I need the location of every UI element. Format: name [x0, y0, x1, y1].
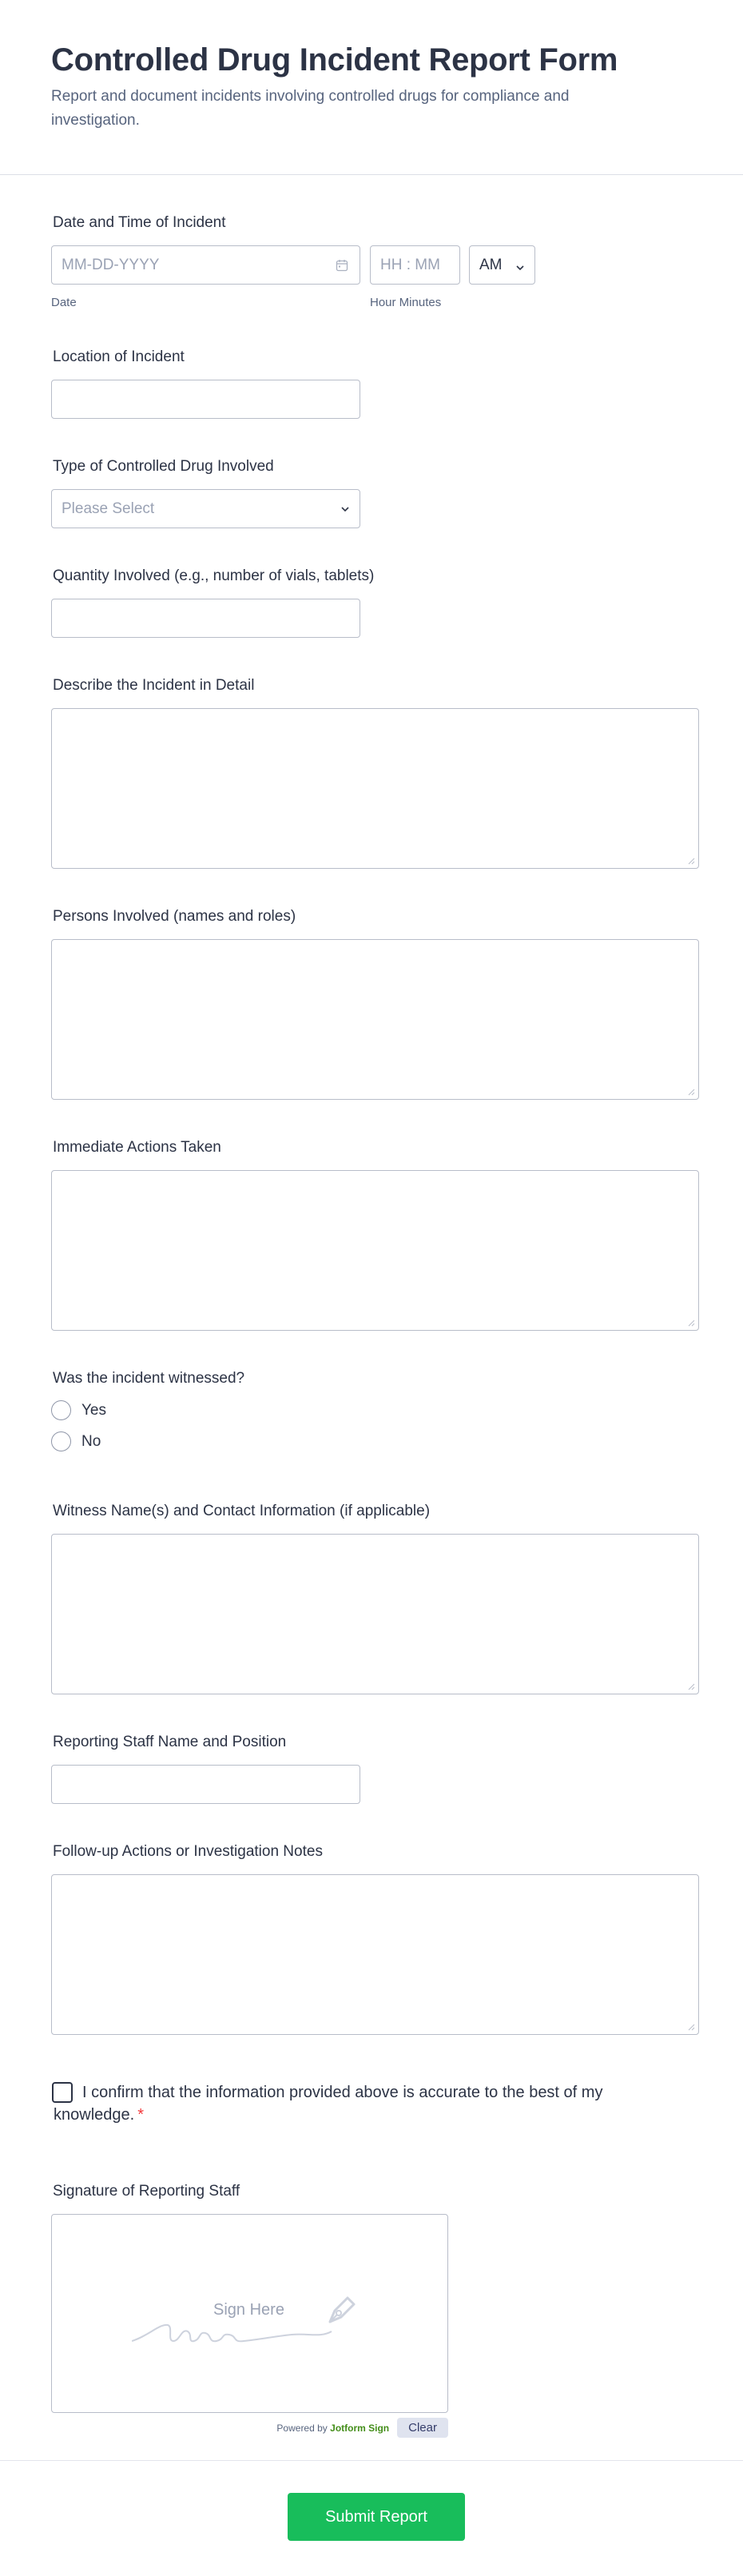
resize-grip-icon[interactable]: [688, 1320, 695, 1327]
radio-yes-label[interactable]: Yes: [81, 1401, 106, 1419]
signature-footer: [51, 2418, 448, 2438]
page-title: Controlled Drug Incident Report Form: [51, 42, 618, 78]
ampm-select[interactable]: [469, 245, 535, 285]
confirm-label[interactable]: [54, 2081, 626, 2126]
powered-by-text: Powered by: [276, 2422, 328, 2434]
persons-label: Persons Involved (names and roles): [53, 908, 296, 925]
quantity-input[interactable]: [51, 599, 360, 638]
resize-grip-icon[interactable]: [688, 1683, 695, 1690]
witness-info-label: Witness Name(s) and Contact Information (if applicable): [53, 1503, 431, 1519]
witnessed-label: Was the incident witnessed?: [53, 1370, 245, 1387]
submit-button[interactable]: Submit Report: [288, 2493, 465, 2541]
field-description: [51, 676, 692, 869]
clear-signature-button[interactable]: Clear: [397, 2418, 448, 2438]
field-persons: [51, 907, 692, 1100]
followup-textarea[interactable]: [51, 1874, 699, 2035]
field-actions: [51, 1138, 692, 1331]
resize-grip-icon[interactable]: [688, 2024, 695, 2031]
followup-label: Follow-up Actions or Investigation Notes: [53, 1843, 323, 1860]
date-input[interactable]: [51, 245, 360, 285]
resize-grip-icon[interactable]: [688, 1089, 695, 1096]
time-input[interactable]: [370, 245, 460, 285]
form-body: [0, 213, 743, 2438]
time-placeholder: HH : MM: [380, 256, 440, 273]
time-sublabel: Hour Minutes: [370, 296, 442, 309]
radio-no-label[interactable]: No: [81, 1432, 101, 1450]
chevron-down-icon: [340, 504, 350, 518]
quantity-label: Quantity Involved (e.g., number of vials, tablets): [53, 567, 375, 584]
persons-textarea[interactable]: [51, 939, 699, 1100]
field-drug-type: [51, 457, 692, 528]
signature-label: Signature of Reporting Staff: [53, 2183, 240, 2200]
field-witnessed: [51, 1369, 692, 1457]
form-header: [0, 0, 743, 175]
field-signature: [51, 2182, 692, 2438]
confirm-text: I confirm that the information provided above is accurate to the best of my knowledge.: [54, 2084, 603, 2124]
field-quantity: [51, 567, 692, 638]
description-textarea[interactable]: [51, 708, 699, 869]
field-followup: [51, 1842, 692, 2035]
date-placeholder: MM-DD-YYYY: [62, 256, 160, 273]
calendar-icon[interactable]: [336, 259, 348, 276]
signature-placeholder: Sign Here: [213, 2301, 284, 2319]
field-incident-datetime: [51, 213, 692, 309]
field-witness-info: [51, 1502, 692, 1694]
confirm-field: [51, 2081, 626, 2126]
pen-icon: [324, 2293, 359, 2328]
incident-datetime-label: Date and Time of Incident: [53, 214, 226, 231]
staff-label: Reporting Staff Name and Position: [53, 1734, 287, 1750]
jotform-sign-brand: Jotform Sign: [330, 2422, 390, 2434]
form-footer: [0, 2460, 743, 2576]
date-sublabel: Date: [51, 296, 77, 309]
description-label: Describe the Incident in Detail: [53, 677, 255, 694]
ampm-value: AM: [479, 256, 503, 273]
staff-input[interactable]: [51, 1765, 360, 1804]
location-input[interactable]: [51, 380, 360, 419]
drug-type-label: Type of Controlled Drug Involved: [53, 458, 274, 475]
radio-yes[interactable]: [51, 1400, 71, 1420]
required-mark: *: [137, 2106, 144, 2124]
location-label: Location of Incident: [53, 348, 185, 365]
drug-type-select[interactable]: [51, 489, 360, 528]
actions-label: Immediate Actions Taken: [53, 1139, 221, 1156]
field-location: [51, 348, 692, 419]
field-staff: [51, 1733, 692, 1804]
drug-type-placeholder: Please Select: [62, 500, 155, 517]
resize-grip-icon[interactable]: [688, 858, 695, 865]
radio-option-no[interactable]: [51, 1426, 692, 1457]
page-subtitle: Report and document incidents involving controlled drugs for compliance and investigation.: [51, 88, 570, 129]
signature-pad[interactable]: [51, 2214, 448, 2413]
witness-info-textarea[interactable]: [51, 1534, 699, 1694]
radio-no[interactable]: [51, 1431, 71, 1451]
radio-option-yes[interactable]: [51, 1395, 692, 1426]
powered-by: [276, 2423, 389, 2434]
chevron-down-icon: [515, 260, 525, 277]
actions-textarea[interactable]: [51, 1170, 699, 1331]
